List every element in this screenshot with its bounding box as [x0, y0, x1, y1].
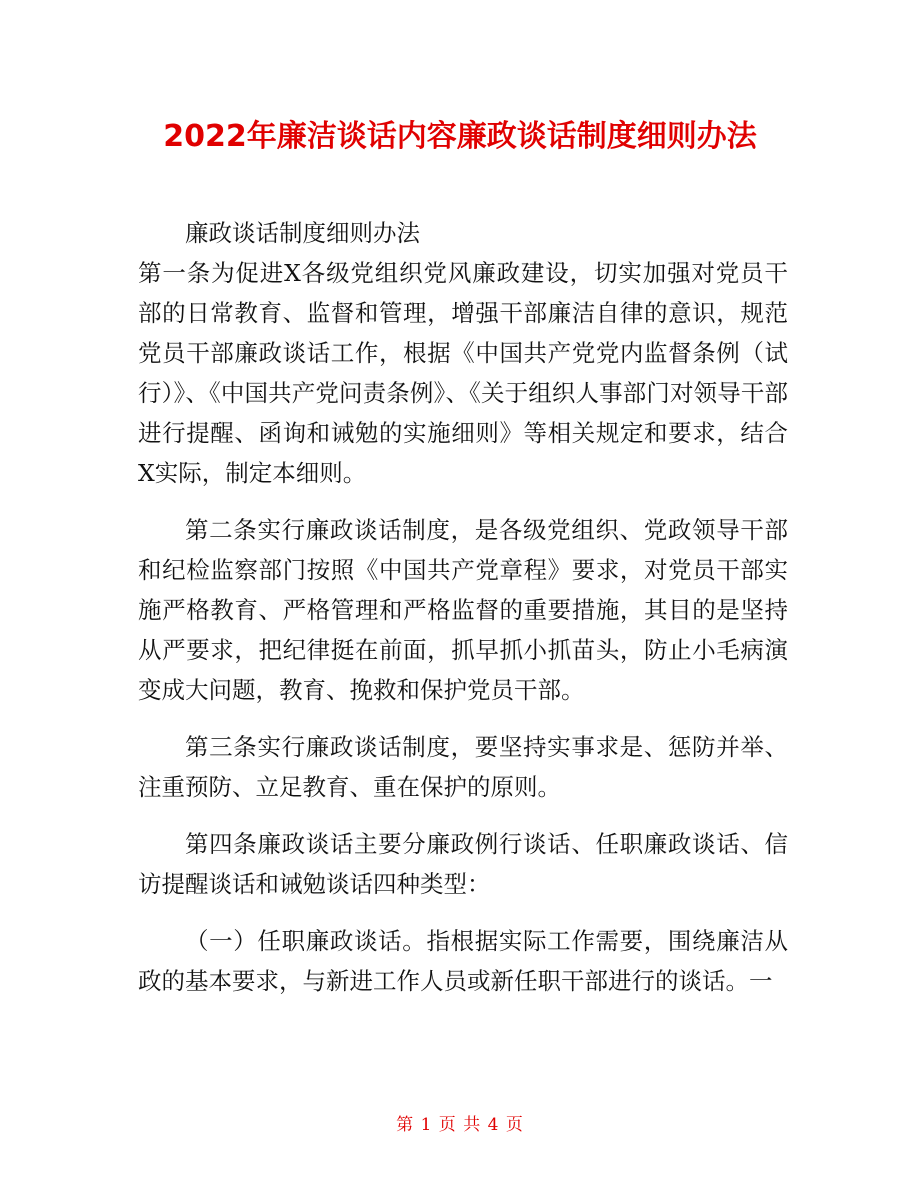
page-number-footer: 第 1 页 共 4 页 [396, 1115, 524, 1135]
paragraph-article-1: 第一条为促进X各级党组织党风廉政建设，切实加强对党员干部的日常教育、监督和管理，增强干部廉洁自律的意识，规范党员干部廉政谈话工作，根据《中国共产党党内监督条例（试行）》、《中国共产党问责条例》、《关于组织人事部门对领导干部进行提醒、函询和诫勉的实施细则》等相关规定和要求，结合X实际，制定本细则。 [138, 259, 788, 487]
document-title: 2022年廉洁谈话内容廉政谈话制度细则办法 [163, 119, 757, 154]
section-heading: 廉政谈话制度细则办法 [185, 219, 420, 247]
document-body [138, 213, 788, 1001]
paragraph-item-1: （一）任职廉政谈话。指根据实际工作需要，围绕廉洁从政的基本要求，与新进工作人员或新任职干部进行的谈话。一 [138, 927, 788, 995]
paragraph-article-4: 第四条廉政谈话主要分廉政例行谈话、任职廉政谈话、信访提醒谈话和诫勉谈话四种类型： [138, 830, 788, 898]
paragraph-article-3: 第三条实行廉政谈话制度，要坚持实事求是、惩防并举、注重预防、立足教育、重在保护的原则。 [138, 733, 788, 801]
paragraph-article-2: 第二条实行廉政谈话制度，是各级党组织、党政领导干部和纪检监察部门按照《中国共产党章程》要求，对党员干部实施严格教育、严格管理和严格监督的重要措施，其目的是坚持从严要求，把纪律挺在前面，抓早抓小抓苗头，防止小毛病演变成大问题，教育、挽救和保护党员干部。 [138, 516, 788, 704]
